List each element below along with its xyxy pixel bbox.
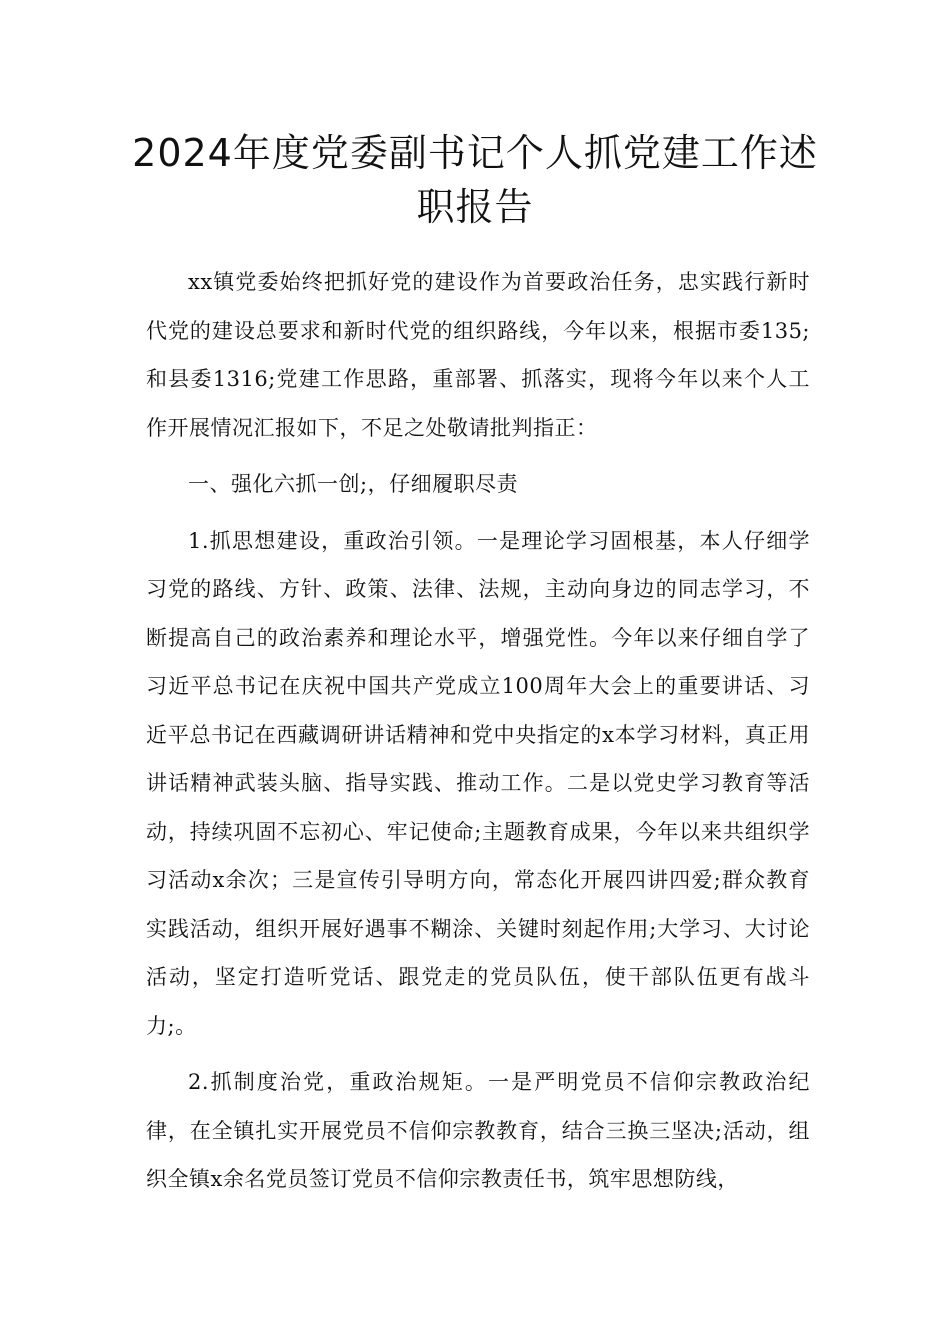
document-body [146, 258, 810, 1204]
section-heading: 一、强化六抓一创;，仔细履职尽责 [188, 472, 519, 496]
document-title [100, 126, 850, 234]
intro-paragraph: xx镇党委始终把抓好党的建设作为首要政治任务，忠实践行新时代党的建设总要求和新时代党的组织路线，今年以来，根据市委135;和县委1316;党建工作思路，重部署、抓落实，现将今年以来个人工作开展情况汇报如下，不足之处敬请批判指正： [146, 270, 810, 440]
paragraph-item-2: 2.抓制度治党，重政治规矩。一是严明党员不信仰宗教政治纪律，在全镇扎实开展党员不信仰宗教教育，结合三换三坚决;活动，组织全镇x余名党员签订党员不信仰宗教责任书，筑牢思想防线， [146, 1070, 810, 1191]
title-line-2: 职报告 [416, 185, 534, 229]
title-line-1: 2024年度党委副书记个人抓党建工作述 [132, 131, 818, 175]
paragraph-item-1: 1.抓思想建设，重政治引领。一是理论学习固根基，本人仔细学习党的路线、方针、政策、法律、法规，主动向身边的同志学习，不断提高自己的政治素养和理论水平，增强党性。今年以来仔细自学了习近平总书记在庆祝中国共产党成立100周年大会上的重要讲话、习近平总书记在西藏调研讲话精神和党中央指定的x本学习材料，真正用讲话精神武装头脑、指导实践、推动工作。二是以党史学习教育等活动，持续巩固不忘初心、牢记使命;主题教育成果，今年以来共组织学习活动x余次；三是宣传引导明方向，常态化开展四讲四爱;群众教育实践活动，组织开展好遇事不糊涂、关键时刻起作用;大学习、大讨论活动，坚定打造听党话、跟党走的党员队伍，使干部队伍更有战斗力;。 [146, 528, 810, 1038]
